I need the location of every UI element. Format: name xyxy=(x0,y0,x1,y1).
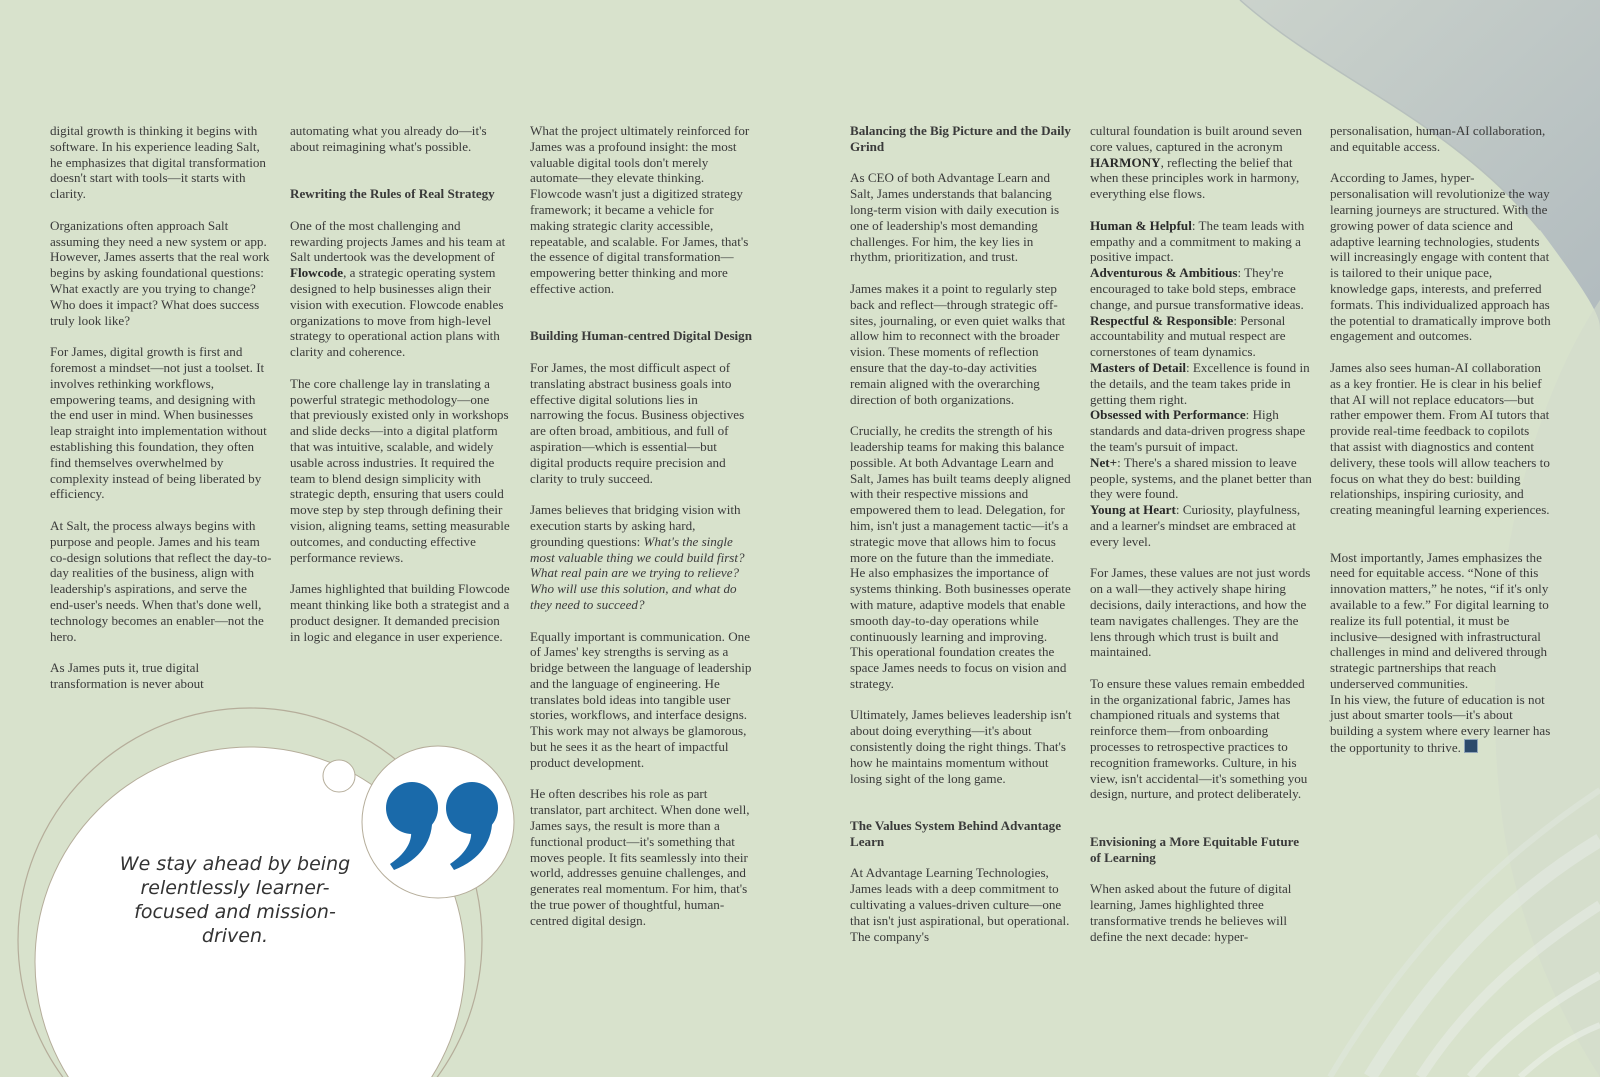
value-name: Respectful & Responsible xyxy=(1090,312,1234,328)
paragraph: At Advantage Learning Technologies, James leads with a deep commitment to cultivating a values-driven culture—one that isn't just aspirational, but operational. The company's xyxy=(850,865,1070,944)
value-text: : The team leads with empathy and a commitment to making a positive impact. xyxy=(1090,217,1305,265)
value-name: Adventurous & Ambitious xyxy=(1090,265,1238,281)
value-item xyxy=(1090,455,1312,502)
pull-quote: We stay ahead by being relentlessly learner-focused and mission-driven. xyxy=(119,853,351,947)
column-4 xyxy=(850,123,1072,960)
bold-term: Flowcode xyxy=(290,265,344,281)
value-item xyxy=(1090,502,1312,549)
value-name: Obsessed with Performance xyxy=(1090,407,1246,423)
paragraph: Organizations often approach Salt assuming they need a new system or app. However, James asserts that the real work begins by asking foundational questions: What exactly are you trying to change? Who does it impact? What does success truly look like? xyxy=(50,217,270,328)
text: In his view, the future of education is not just about smarter tools—it's about building a system where every learner has the opportunity to thrive. xyxy=(1330,691,1551,756)
value-name: Net+ xyxy=(1090,454,1118,470)
paragraph: He also emphasizes the importance of systems thinking. Both businesses operate with mature, adaptive models that enable smooth day-to-day operations while continuously learning and improving. This operational foundation creates the space James needs to focus on vision and strategy. xyxy=(850,565,1071,691)
value-text: : They're encouraged to take bold steps, embrace change, and pursue transformative ideas. xyxy=(1090,265,1304,312)
text: One of the most challenging and rewarding projects James and his team at Salt undertook was the development of xyxy=(290,217,506,265)
column-2 xyxy=(290,123,512,660)
end-mark-icon xyxy=(1464,739,1478,753)
paragraph: Equally important is communication. One of James' key strengths is serving as a bridge between the language of leadership and the language of engineering. He translates bold ideas into tangible user stories, workflows, and interface designs. This work may not always be glamorous, but he sees it as the heart of impactful product development. xyxy=(530,628,752,770)
paragraph: For James, digital growth is first and foremost a mindset—not just a toolset. It involves rethinking workflows, empowering teams, and designing with the end user in mind. When businesses leap straight into implementation without establishing this foundation, they often find themselves overwhelmed by complexity instead of being liberated by efficiency. xyxy=(50,344,267,502)
paragraph: For James, these values are not just words on a wall—they actively shape hiring decisions, daily interactions, and how the team navigates challenges. They are the lens through which trust is built and maintained. xyxy=(1090,565,1311,660)
value-text: : Personal accountability and mutual respect are cornerstones of team dynamics. xyxy=(1090,312,1286,360)
quotation-mark-icon xyxy=(382,778,506,874)
paragraph: When asked about the future of digital learning, James highlighted three transformative trends he believes will define the next decade: hyper- xyxy=(1090,881,1292,944)
paragraph: James highlighted that building Flowcode meant thinking like both a strategist and a product designer. It demanded precision in logic and elegance in user experience. xyxy=(290,581,510,644)
paragraph xyxy=(290,218,512,360)
section-heading: Envisioning a More Equitable Future of Learning xyxy=(1090,833,1300,865)
value-item xyxy=(1090,265,1312,312)
value-item xyxy=(1090,360,1312,407)
paragraph: As James puts it, true digital transformation is never about xyxy=(50,660,204,691)
paragraph: James makes it a point to regularly step back and reflect—through strategic off-sites, journaling, or even quiet walks that allow him to reconnect with the broader vision. These moments of reflection ensure that the day-to-day activities remain aligned with the overarching direction of both organizations. xyxy=(850,280,1066,407)
section-heading: Building Human-centred Digital Design xyxy=(530,328,753,344)
italic-questions: What's the single most valuable thing we could build first? What real pain are we trying to relieve? Who will use this solution, and what do they need to succeed? xyxy=(530,533,745,612)
paragraph: For James, the most difficult aspect of translating abstract business goals into effective digital solutions lies in narrowing the focus. Business objectives are often broad, ambitious, and full of aspiration—which is essential—but digital products require precision and clarity to truly succeed. xyxy=(530,359,745,486)
section-heading: Rewriting the Rules of Real Strategy xyxy=(290,186,495,202)
paragraph xyxy=(1330,692,1552,756)
column-3 xyxy=(530,123,752,944)
paragraph: James also sees human-AI collaboration as a key frontier. He is clear in his belief that AI will not replace educators—but rather empower them. From AI tutors that provide real-time feedback to copilots that assist with diagnostics and content delivery, these tools will allow teachers to focus on what they do best: building relationships, inspiring curiosity, and creating meaningful learning experiences. xyxy=(1330,359,1550,518)
value-name: Young at Heart xyxy=(1090,502,1176,518)
section-heading: The Values System Behind Advantage Learn xyxy=(850,818,1062,849)
column-5 xyxy=(1090,123,1312,960)
text: cultural foundation is built around seven core values, captured in the acronym xyxy=(1090,123,1302,154)
paragraph xyxy=(1090,123,1312,202)
value-item xyxy=(1090,313,1312,360)
value-text: : There's a shared mission to leave people, systems, and the planet better than they were found. xyxy=(1090,454,1312,502)
paragraph: To ensure these values remain embedded in the organizational fabric, James has championed rituals and systems that reinforce them—from onboarding processes to retrospective practices to recognition frameworks. Culture, in his view, isn't accidental—it's something you design, nurture, and protect deliberately. xyxy=(1090,675,1308,802)
value-item xyxy=(1090,218,1312,265)
column-1 xyxy=(50,123,272,707)
value-name: Human & Helpful xyxy=(1090,217,1192,233)
paragraph: Most importantly, James emphasizes the need for equitable access. “None of this innovation matters,” he notes, “if it's only available to a few.” For digital learning to realize its full potential, it must be inclusive—designed with infrastructural challenges in mind and delivered through strategic partnerships that reach underserved communities. xyxy=(1330,549,1549,691)
decor-small-circle xyxy=(323,760,355,792)
paragraph: personalisation, human-AI collaboration, and equitable access. xyxy=(1330,123,1546,154)
text: , reflecting the belief that when these principles work in harmony, everything else flows. xyxy=(1090,154,1300,202)
value-item xyxy=(1090,407,1312,454)
paragraph xyxy=(530,502,752,613)
paragraph: He often describes his role as part translator, part architect. When done well, James says, the result is more than a functional product—it's something that moves people. It fits seamlessly into their world, addresses genuine challenges, and generates real momentum. For him, that's the true power of thoughtful, human-centred digital design. xyxy=(530,786,750,928)
section-heading: Balancing the Big Picture and the Daily Grind xyxy=(850,123,1071,154)
paragraph: digital growth is thinking it begins with software. In his experience leading Salt, he emphasizes that digital transformation doesn't start with tools—it starts with clarity. xyxy=(50,123,266,202)
paragraph: automating what you already do—it's about reimagining what's possible. xyxy=(290,123,487,154)
value-text: : High standards and data-driven progress shape the team's pursuit of impact. xyxy=(1090,407,1306,454)
text: James believes that bridging vision with execution starts by asking hard, grounding questions: xyxy=(530,502,741,549)
text: , a strategic operating system designed to help businesses align their vision with execution. Flowcode enables organizations to move from high-level strategy to operational action plans with clarity and coherence. xyxy=(290,265,504,360)
value-text: : Excellence is found in the details, and the team takes pride in getting them right. xyxy=(1090,359,1310,407)
paragraph: The core challenge lay in translating a powerful strategic methodology—one that previously existed only in workshops and slide decks—into a digital platform that was intuitive, scalable, and widely usable across industries. It required the team to blend design simplicity with strategic depth, ensuring that users could move step by step through defining their vision, aligning teams, setting measurable outcomes, and conducting effective performance reviews. xyxy=(290,375,510,565)
value-text: : Curiosity, playfulness, and a learner's mindset are embraced at every level. xyxy=(1090,502,1301,549)
paragraph: Crucially, he credits the strength of his leadership teams for making this balance possible. At both Advantage Learn and Salt, James has built teams deeply aligned with their respective missions and empowered them to lead. Delegation, for him, isn't just a management tactic—it's a strategic move that allows him to focus more on the future than the immediate. xyxy=(850,423,1071,565)
paragraph: At Salt, the process always begins with purpose and people. James and his team co-design solutions that reflect the day-to-day realities of the business, align with leadership's aspirations, and serve the end-user's needs. When that's done well, technology becomes an enabler—not the hero. xyxy=(50,517,272,644)
paragraph: According to James, hyper-personalisation will revolutionize the way learning journeys are structured. With the growing power of data science and adaptive learning technologies, students will increasingly engage with content that is tailored to their unique pace, knowledge gaps, interests, and preferred formats. This individualized approach has the potential to dramatically improve both engagement and outcomes. xyxy=(1330,170,1551,344)
paragraph: Ultimately, James believes leadership isn't about doing everything—it's about consistently doing the right things. That's how he maintains momentum without losing sight of the long game. xyxy=(850,707,1072,786)
paragraph: As CEO of both Advantage Learn and Salt, James understands that balancing long-term vision with daily execution is one of leadership's most demanding challenges. For him, the key lies in rhythm, prioritization, and trust. xyxy=(850,170,1060,265)
value-name: Masters of Detail xyxy=(1090,359,1186,375)
column-6 xyxy=(1330,123,1552,772)
bold-term: HARMONY xyxy=(1090,154,1161,170)
paragraph: What the project ultimately reinforced for James was a profound insight: the most valuable digital tools don't merely automate—they elevate thinking. Flowcode wasn't just a digitized strategy framework; it became a vehicle for making strategic clarity accessible, repeatable, and scalable. For James, that's the essence of digital transformation—empowering better thinking and more effective action. xyxy=(530,123,750,296)
values-list xyxy=(1090,218,1312,550)
